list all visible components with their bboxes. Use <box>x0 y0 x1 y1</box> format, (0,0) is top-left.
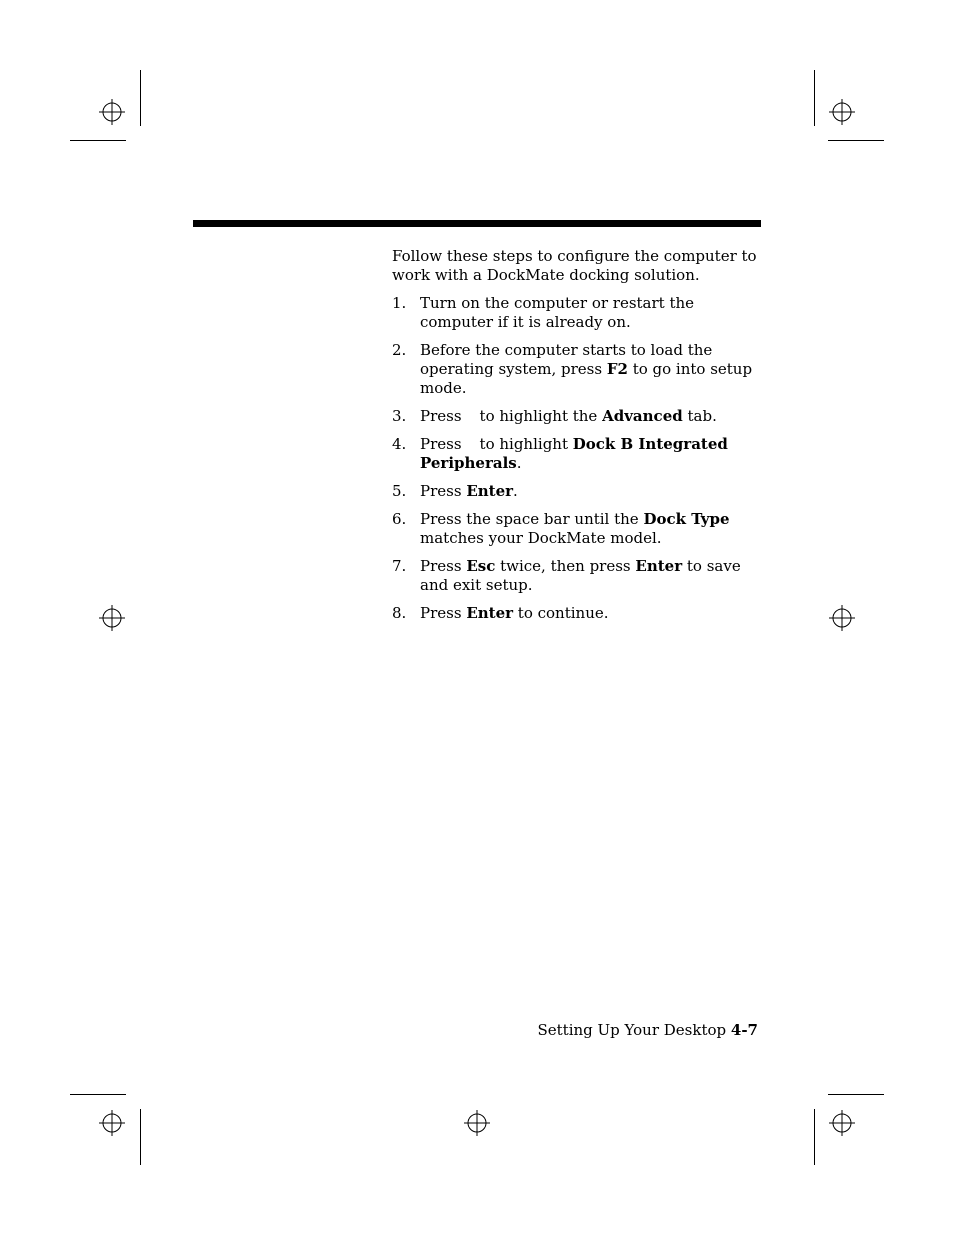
key-label: F2 <box>606 360 628 378</box>
step-text: Turn on the computer or restart the computer if it is already on. <box>420 294 695 331</box>
registration-mark-icon <box>829 99 855 125</box>
list-item <box>392 604 762 623</box>
step-number: 2. <box>392 341 407 359</box>
step-number: 1. <box>392 294 407 312</box>
key-label: Esc <box>466 557 496 575</box>
section-rule <box>193 220 761 227</box>
step-text: to continue. <box>513 604 609 622</box>
key-label: Advanced <box>602 407 683 425</box>
step-text: . <box>513 482 518 500</box>
key-label: Enter <box>466 482 514 500</box>
key-label: Dock B Integrated Peripherals <box>420 435 728 472</box>
step-text: Press the space bar until the <box>420 510 644 528</box>
step-text: tab. <box>682 407 717 425</box>
crop-mark-bottom-right-vertical <box>814 1109 815 1165</box>
crop-mark-top-right-vertical <box>814 70 815 126</box>
list-item <box>392 407 762 426</box>
step-text: to highlight <box>479 435 573 453</box>
list-item <box>392 510 762 548</box>
step-text: Press <box>420 407 462 425</box>
step-number: 7. <box>392 557 407 575</box>
key-label: Enter <box>635 557 683 575</box>
footer-title: Setting Up Your Desktop <box>537 1021 731 1039</box>
step-number: 3. <box>392 407 407 425</box>
step-number: 4. <box>392 435 407 453</box>
registration-mark-icon <box>99 605 125 631</box>
key-label: Enter <box>466 604 514 622</box>
page-footer <box>392 1021 758 1040</box>
step-text: to go into setup mode. <box>420 360 753 397</box>
step-text: to save and exit setup. <box>420 557 741 594</box>
step-text: . <box>516 454 522 472</box>
list-item <box>392 557 762 595</box>
step-number: 8. <box>392 604 407 622</box>
registration-mark-icon <box>464 1110 490 1136</box>
step-text: Press <box>420 435 462 453</box>
registration-mark-icon <box>99 1110 125 1136</box>
step-text: twice, then press <box>495 557 636 575</box>
step-text: Press <box>420 557 467 575</box>
steps-list <box>392 294 762 623</box>
step-text: Before the computer starts to load the operating system, press <box>420 341 713 378</box>
page-content <box>392 247 762 632</box>
crop-mark-top-left-vertical <box>140 70 141 126</box>
crop-mark-top-left-horizontal <box>70 140 126 141</box>
step-text: Press <box>420 604 467 622</box>
crop-mark-top-right-horizontal <box>828 140 884 141</box>
list-item <box>392 482 762 501</box>
crop-mark-bottom-left-horizontal <box>70 1094 126 1095</box>
intro-paragraph: Follow these steps to configure the computer to work with a DockMate docking solution. <box>392 247 757 284</box>
list-item <box>392 294 762 332</box>
list-item <box>392 341 762 398</box>
registration-mark-icon <box>829 1110 855 1136</box>
step-number: 6. <box>392 510 407 528</box>
crop-mark-bottom-left-vertical <box>140 1109 141 1165</box>
crop-mark-bottom-right-horizontal <box>828 1094 884 1095</box>
key-label: Dock Type <box>643 510 730 528</box>
step-text: Press <box>420 482 467 500</box>
page-number: 4-7 <box>730 1021 758 1039</box>
step-text: to highlight the <box>479 407 603 425</box>
registration-mark-icon <box>829 605 855 631</box>
list-item <box>392 435 762 473</box>
registration-mark-icon <box>99 99 125 125</box>
step-text: matches your DockMate model. <box>420 529 662 547</box>
step-number: 5. <box>392 482 407 500</box>
